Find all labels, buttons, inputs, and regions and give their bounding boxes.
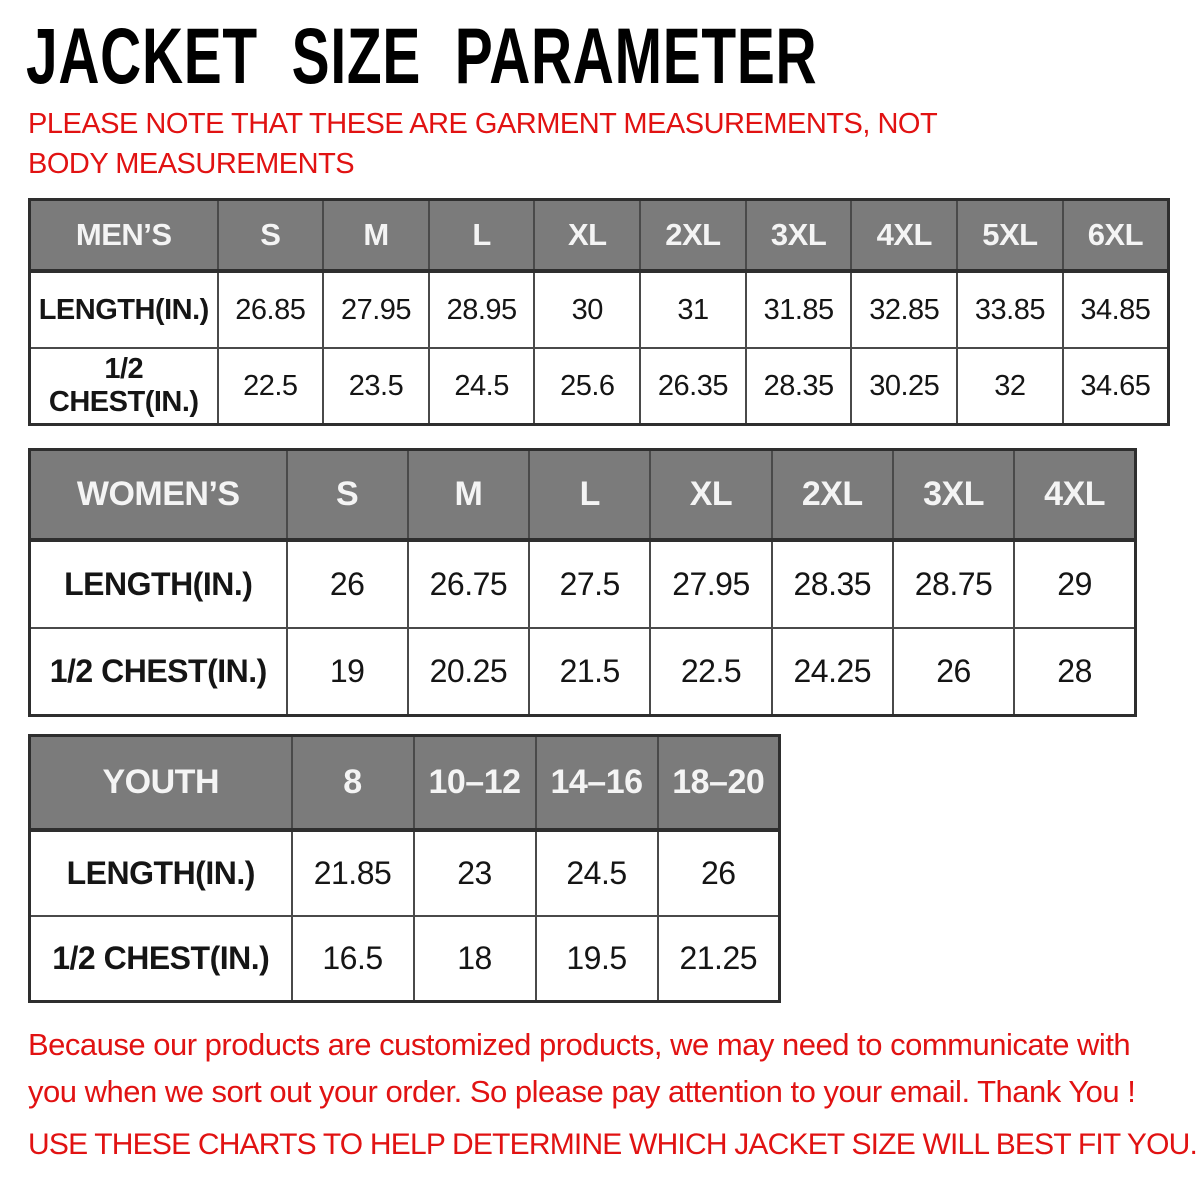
womens-length-value: 28.75 xyxy=(893,540,1014,628)
youth-chest-value: 18 xyxy=(414,916,536,1002)
youth-size-header: 18–20 xyxy=(658,736,780,831)
womens-size-header: 3XL xyxy=(893,450,1014,541)
mens-chest-value: 34.65 xyxy=(1063,348,1169,425)
mens-size-header: L xyxy=(429,200,535,272)
youth-size-header: 14–16 xyxy=(536,736,658,831)
womens-length-row xyxy=(30,540,1136,628)
mens-length-value: 34.85 xyxy=(1063,271,1169,348)
womens-chest-value: 22.5 xyxy=(650,628,771,716)
mens-chest-value: 28.35 xyxy=(746,348,852,425)
youth-length-value: 24.5 xyxy=(536,830,658,916)
womens-length-value: 26 xyxy=(287,540,408,628)
mens-size-header: 3XL xyxy=(746,200,852,272)
womens-length-value: 27.5 xyxy=(529,540,650,628)
mens-size-table xyxy=(28,198,1170,426)
mens-chest-value: 22.5 xyxy=(218,348,324,425)
mens-size-header: 2XL xyxy=(640,200,746,272)
mens-chest-value: 26.35 xyxy=(640,348,746,425)
womens-chest-value: 26 xyxy=(893,628,1014,716)
youth-size-header: 8 xyxy=(292,736,414,831)
mens-size-header: XL xyxy=(534,200,640,272)
mens-chest-value: 25.6 xyxy=(534,348,640,425)
mens-size-header: M xyxy=(323,200,429,272)
womens-chest-row xyxy=(30,628,1136,716)
mens-size-header: 4XL xyxy=(851,200,957,272)
youth-length-value: 23 xyxy=(414,830,536,916)
mens-size-header: S xyxy=(218,200,324,272)
mens-length-row xyxy=(30,271,1169,348)
womens-size-header: 2XL xyxy=(772,450,893,541)
womens-size-header: XL xyxy=(650,450,771,541)
row-label-length: LENGTH(IN.) xyxy=(30,540,287,628)
mens-chest-value: 32 xyxy=(957,348,1063,425)
fit-instruction: USE THESE CHARTS TO HELP DETERMINE WHICH JACKET SIZE WILL BEST FIT YOU. xyxy=(28,1128,1198,1161)
youth-chest-row xyxy=(30,916,780,1002)
womens-length-value: 27.95 xyxy=(650,540,771,628)
womens-table-title: WOMEN’S xyxy=(30,450,287,541)
womens-length-value: 29 xyxy=(1014,540,1135,628)
mens-size-header: 5XL xyxy=(957,200,1063,272)
mens-length-value: 27.95 xyxy=(323,271,429,348)
womens-length-value: 28.35 xyxy=(772,540,893,628)
womens-size-header: L xyxy=(529,450,650,541)
womens-length-value: 26.75 xyxy=(408,540,529,628)
youth-chest-value: 16.5 xyxy=(292,916,414,1002)
mens-length-value: 32.85 xyxy=(851,271,957,348)
womens-size-table xyxy=(28,448,1137,717)
youth-size-header: 10–12 xyxy=(414,736,536,831)
youth-chest-value: 19.5 xyxy=(536,916,658,1002)
womens-chest-value: 28 xyxy=(1014,628,1135,716)
youth-header-row xyxy=(30,736,780,831)
row-label-length: LENGTH(IN.) xyxy=(30,830,292,916)
mens-header-row xyxy=(30,200,1169,272)
mens-length-value: 28.95 xyxy=(429,271,535,348)
row-label-length: LENGTH(IN.) xyxy=(30,271,218,348)
womens-chest-value: 19 xyxy=(287,628,408,716)
womens-chest-value: 20.25 xyxy=(408,628,529,716)
mens-table-title: MEN’S xyxy=(30,200,218,272)
mens-length-value: 31.85 xyxy=(746,271,852,348)
mens-chest-value: 23.5 xyxy=(323,348,429,425)
mens-chest-value: 30.25 xyxy=(851,348,957,425)
womens-size-header: 4XL xyxy=(1014,450,1135,541)
mens-chest-row xyxy=(30,348,1169,425)
womens-chest-value: 21.5 xyxy=(529,628,650,716)
customization-notice: Because our products are customized products, we may need to communicate with you when we sort out your order. So please pay attention to your email. Thank You ! xyxy=(28,1027,1136,1109)
womens-header-row xyxy=(30,450,1136,541)
row-label-chest: 1/2 CHEST(IN.) xyxy=(30,916,292,1002)
youth-size-table xyxy=(28,734,781,1003)
row-label-chest: 1/2 CHEST(IN.) xyxy=(30,348,218,425)
youth-length-value: 21.85 xyxy=(292,830,414,916)
page-title: JACKET SIZE PARAMETER xyxy=(26,11,818,100)
womens-size-header: M xyxy=(408,450,529,541)
mens-chest-value: 24.5 xyxy=(429,348,535,425)
youth-length-row xyxy=(30,830,780,916)
womens-size-header: S xyxy=(287,450,408,541)
row-label-chest: 1/2 CHEST(IN.) xyxy=(30,628,287,716)
womens-chest-value: 24.25 xyxy=(772,628,893,716)
mens-length-value: 26.85 xyxy=(218,271,324,348)
garment-measurement-note: PLEASE NOTE THAT THESE ARE GARMENT MEASUREMENTS, NOT BODY MEASUREMENTS xyxy=(28,108,937,181)
youth-length-value: 26 xyxy=(658,830,780,916)
youth-table-title: YOUTH xyxy=(30,736,292,831)
mens-length-value: 33.85 xyxy=(957,271,1063,348)
mens-size-header: 6XL xyxy=(1063,200,1169,272)
mens-length-value: 31 xyxy=(640,271,746,348)
youth-chest-value: 21.25 xyxy=(658,916,780,1002)
mens-length-value: 30 xyxy=(534,271,640,348)
